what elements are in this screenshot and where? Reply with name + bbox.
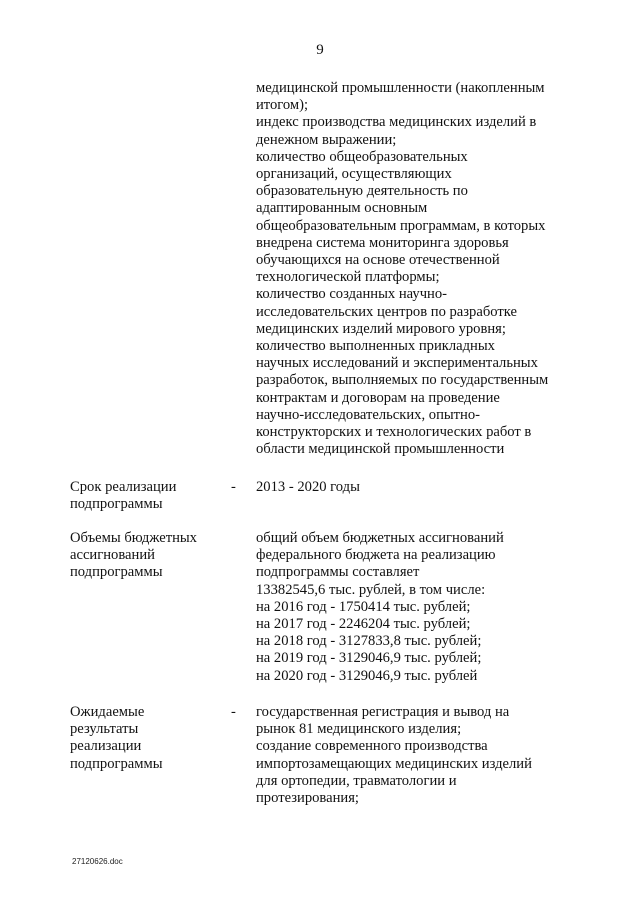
- section-label: Ожидаемые результаты реализации подпрограммы: [70, 704, 163, 772]
- page-number: 9: [316, 42, 324, 58]
- text-line: конструкторских и технологических работ в: [256, 424, 532, 441]
- section-content: государственная регистрация и вывод на рынок 81 медицинского изделия; создание современного производства импортозамещающих медицинских изделий для ортопедии, травматологии и протезирования;: [256, 704, 532, 807]
- text-line: области медицинской промышленности: [256, 441, 505, 458]
- text-line: научно-исследовательских, опытно-: [256, 406, 481, 423]
- text-line: исследовательских центров по разработке: [256, 303, 517, 320]
- text-line: количество выполненных прикладных: [256, 338, 495, 355]
- text-line: количество созданных научно-: [256, 286, 448, 303]
- text-line: контрактам и договорам на проведение: [256, 389, 500, 406]
- text-line: медицинских изделий мирового уровня;: [256, 320, 506, 337]
- text-line: технологической платформы;: [256, 269, 440, 286]
- text-line: индекс производства медицинских изделий в: [256, 114, 537, 131]
- section-content: общий объем бюджетных ассигнований федерального бюджета на реализацию подпрограммы составляет 13382545,6 тыс. рублей, в том числе: на 2016 год - 1750414 тыс. рублей; на 2017 год - 2246204 тыс. рублей; на 2018 год - 3127833,8 тыс. рублей; на 2019 год - 3129046,9 тыс. рублей; на 2020 год - 3129046,9 тыс. рублей: [256, 530, 504, 684]
- text-line: организаций, осуществляющих: [256, 166, 452, 183]
- text-line: денежном выражении;: [256, 131, 397, 148]
- text-line: образовательную деятельность по: [256, 183, 468, 200]
- text-line: обучающихся на основе отечественной: [256, 252, 500, 269]
- text-line: внедрена система мониторинга здоровья: [256, 234, 509, 251]
- section-dash: -: [231, 479, 236, 495]
- text-line: медицинской промышленности (накопленным: [256, 80, 545, 96]
- text-line: разработок, выполняемых по государственным: [256, 372, 549, 389]
- text-line: научных исследований и экспериментальных: [256, 355, 538, 372]
- continuation-text: [256, 80, 548, 458]
- text-line: адаптированным основным: [256, 200, 428, 217]
- section-label: Объемы бюджетных ассигнований подпрограммы: [70, 530, 197, 581]
- section-content: 2013 - 2020 годы: [256, 479, 360, 495]
- section-label: Срок реализации подпрограммы: [70, 479, 177, 513]
- footer-filename: 27120626.doc: [72, 857, 123, 866]
- section-dash: -: [231, 704, 236, 720]
- text-line: количество общеобразовательных: [256, 148, 468, 165]
- text-line: общеобразовательным программам, в которых: [256, 217, 546, 234]
- text-line: итогом);: [256, 97, 309, 114]
